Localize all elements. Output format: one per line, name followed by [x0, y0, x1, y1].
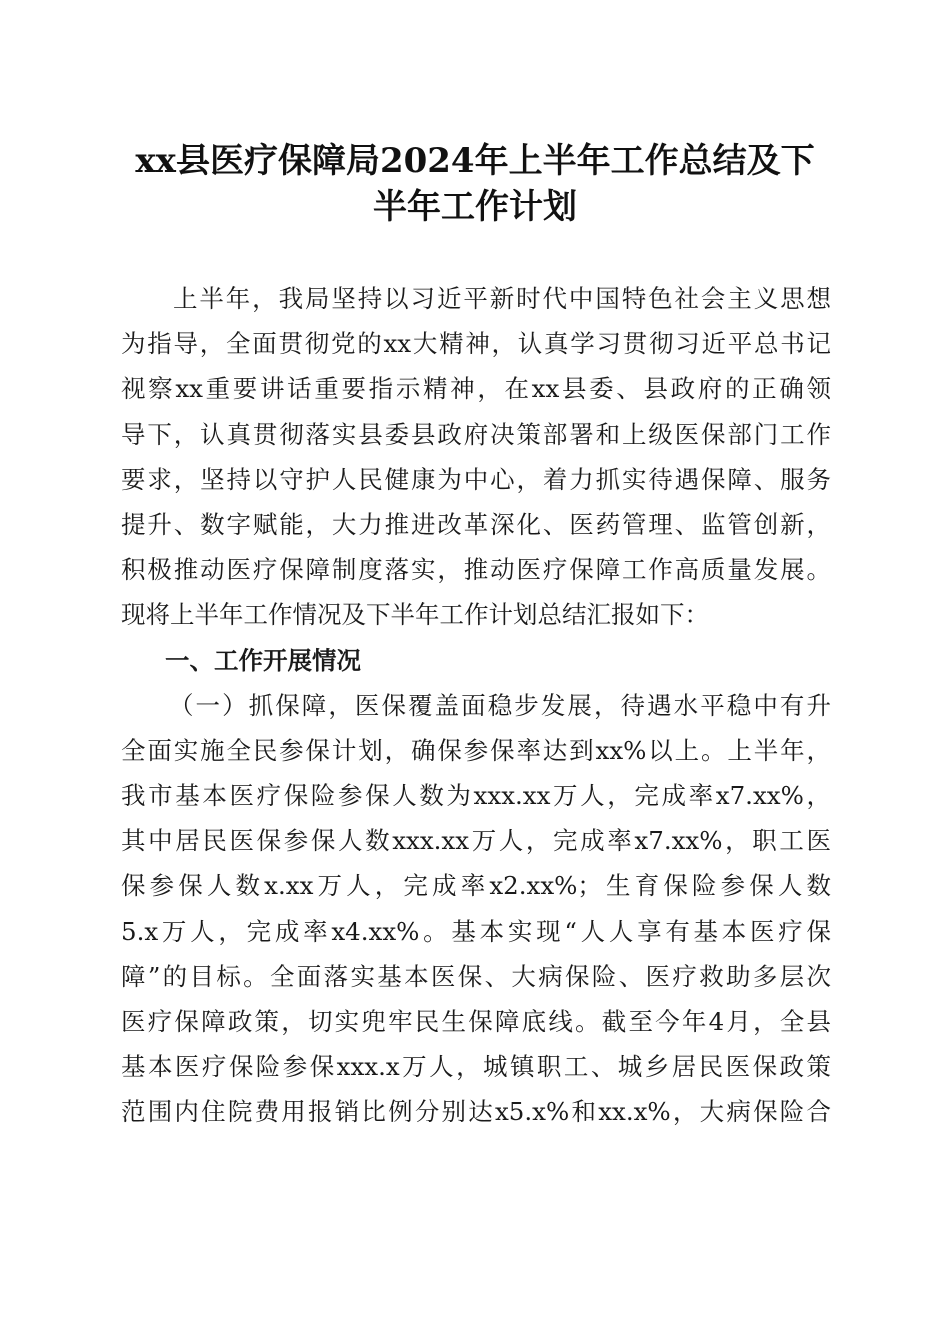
paragraph-line: 现将上半年工作情况及下半年工作计划总结汇报如下： — [121, 600, 709, 630]
paragraph-line: 提升、数字赋能，大力推进改革深化、医药管理、监管创新， — [121, 509, 831, 539]
paragraph-line: 为指导，全面贯彻党的xx大精神，认真学习贯彻习近平总书记 — [121, 329, 831, 359]
paragraph-line: 保参保人数x.xx万人，完成率x2.xx%；生育保险参保人数 — [121, 871, 831, 901]
paragraph-line: 要求，坚持以守护人民健康为中心，着力抓实待遇保障、服务 — [121, 464, 831, 494]
paragraph-line: 范围内住院费用报销比例分别达x5.x%和xx.x%，大病保险合 — [121, 1097, 831, 1127]
paragraph-line: 障”的目标。全面落实基本医保、大病保险、医疗救助多层次 — [121, 961, 831, 991]
paragraph-line: 基本医疗保险参保xxx.x万人，城镇职工、城乡居民医保政策 — [121, 1052, 831, 1082]
title-line-2: 半年工作计划 — [373, 187, 577, 227]
paragraph-line: 上半年，我局坚持以习近平新时代中国特色社会主义思想 — [173, 284, 831, 313]
document-title — [100, 138, 850, 230]
paragraph-line: 5.x万人，完成率x4.xx%。基本实现“人人享有基本医疗保 — [121, 916, 831, 946]
paragraph-line: 我市基本医疗保险参保人数为xxx.xx万人，完成率x7.xx%， — [121, 781, 831, 811]
paragraph-line: 医疗保障政策，切实兜牢民生保障底线。截至今年4月，全县 — [121, 1007, 831, 1036]
subsection-heading: （一）抓保障，医保覆盖面稳步发展，待遇水平稳中有升 — [169, 690, 831, 720]
paragraph-line: 其中居民医保参保人数xxx.xx万人，完成率x7.xx%，职工医 — [121, 826, 831, 856]
document-body — [121, 276, 831, 1135]
section-heading: 一、工作开展情况 — [165, 645, 361, 675]
paragraph-line: 视察xx重要讲话重要指示精神，在xx县委、县政府的正确领 — [121, 374, 831, 404]
title-line-1: xx县医疗保障局2024年上半年工作总结及下 — [135, 141, 815, 181]
paragraph-line: 全面实施全民参保计划，确保参保率达到xx%以上。上半年， — [121, 735, 831, 765]
paragraph-line: 积极推动医疗保障制度落实，推动医疗保障工作高质量发展。 — [121, 555, 831, 585]
paragraph-line: 导下，认真贯彻落实县委县政府决策部署和上级医保部门工作 — [121, 419, 831, 449]
